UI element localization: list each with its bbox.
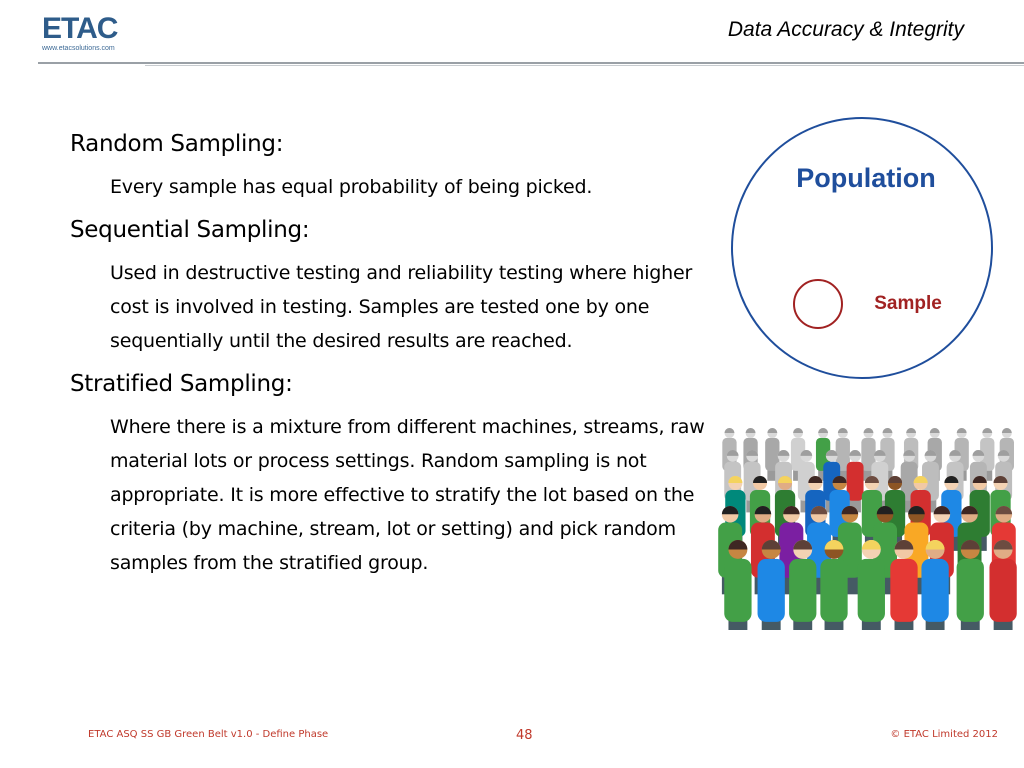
page-title: Data Accuracy & Integrity bbox=[727, 18, 964, 41]
section-heading: Stratified Sampling: bbox=[70, 371, 293, 397]
logo-text: ETAC bbox=[42, 12, 118, 45]
crowd-people bbox=[718, 428, 1017, 630]
section-body: Every sample has equal probability of being picked. bbox=[110, 176, 593, 198]
slide-content bbox=[70, 128, 730, 590]
page-number: 48 bbox=[516, 728, 533, 743]
section-body: Used in destructive testing and reliability testing where higher cost is involved in testing. Samples are tested one by one sequentially until the desired results are reached. bbox=[110, 262, 693, 352]
population-circle bbox=[732, 118, 992, 378]
section-heading: Sequential Sampling: bbox=[70, 217, 310, 243]
sample-label: Sample bbox=[874, 293, 942, 314]
crowd-illustration bbox=[706, 410, 1024, 630]
section-random-sampling bbox=[70, 128, 730, 204]
etac-logo bbox=[42, 14, 142, 64]
footer-copyright: © ETAC Limited 2012 bbox=[890, 729, 998, 740]
logo-url: www.etacsolutions.com bbox=[42, 45, 115, 52]
logo-wordmark bbox=[42, 14, 142, 44]
population-sample-diagram bbox=[726, 112, 1002, 382]
population-label: Population bbox=[796, 163, 936, 193]
header-divider-thin bbox=[145, 65, 1024, 66]
section-sequential-sampling bbox=[70, 214, 730, 358]
sample-circle bbox=[794, 280, 842, 328]
header-divider bbox=[38, 62, 1024, 64]
footer-course-title: ETAC ASQ SS GB Green Belt v1.0 - Define Phase bbox=[88, 729, 329, 740]
section-heading: Random Sampling: bbox=[70, 131, 284, 157]
section-body: Where there is a mixture from different machines, streams, raw material lots or process settings. Random sampling is not appropriate. It is more effective to stratify the lot based on the criteria (by machine, stream, lot or setting) and pick random samples from the stratified group. bbox=[110, 416, 705, 574]
section-stratified-sampling bbox=[70, 368, 730, 580]
